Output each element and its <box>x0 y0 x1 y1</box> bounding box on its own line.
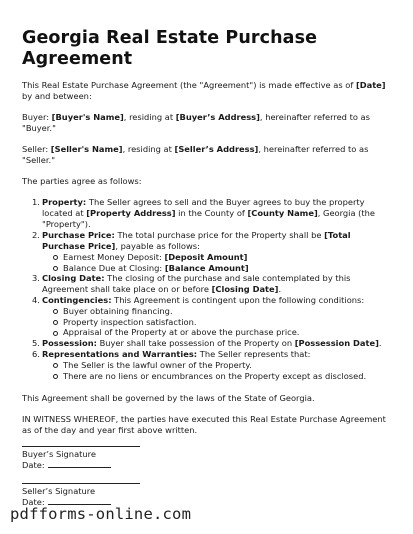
term-text: , payable as follows: <box>115 241 200 251</box>
term-text: in the County of <box>175 208 248 218</box>
sublist-item <box>42 252 391 263</box>
seller-paragraph <box>22 144 391 166</box>
sublist-item: There are no liens or encumbrances on the Property except as disclosed. <box>42 371 391 382</box>
property-address-placeholder: [Property Address] <box>86 208 176 218</box>
total-price-placeholder: [Total Purchase Price] <box>42 230 351 251</box>
term-heading: Closing Date: <box>42 273 105 284</box>
buyer-label: Buyer: <box>22 112 52 122</box>
term-text: . <box>378 337 382 348</box>
sublist-text: Balance Due at Closing: <box>63 262 165 273</box>
term-purchase-price <box>22 230 391 273</box>
seller-signature-line[interactable] <box>22 483 140 484</box>
payment-sublist <box>42 252 391 273</box>
seller-label: Seller: <box>22 144 51 154</box>
term-property <box>22 197 391 230</box>
date-label: Date: <box>22 496 45 507</box>
sublist-item <box>42 263 391 274</box>
buyer-name-placeholder: [Buyer's Name] <box>51 112 124 122</box>
buyer-signature-label: Buyer’s Signature <box>22 449 96 460</box>
deposit-amount-placeholder: [Deposit Amount] <box>164 252 248 262</box>
intro-paragraph <box>22 80 391 102</box>
representations-sublist <box>42 360 391 381</box>
county-name-placeholder: [County Name] <box>247 208 318 218</box>
term-text: , Georgia (the "Property"). <box>42 208 376 229</box>
buyer-text: , residing at <box>123 112 176 122</box>
signature-block <box>22 446 391 507</box>
term-text: Buyer shall take possession of the Property on <box>96 337 295 348</box>
witness-text: IN WITNESS WHEREOF, the parties have executed this Real Estate Purchase Agreement as of the day and year first above written. <box>22 414 386 436</box>
seller-text: , residing at <box>122 144 175 154</box>
buyer-signature-group <box>22 446 391 470</box>
term-number: 4. <box>32 295 40 306</box>
parties-agree-text: The parties agree as follows: <box>22 176 142 186</box>
document-title: Georgia Real Estate Purchase Agreement <box>22 28 318 69</box>
term-heading: Possession: <box>42 337 97 348</box>
term-text: The Seller represents that: <box>197 348 311 359</box>
seller-date-line[interactable] <box>48 497 111 505</box>
site-watermark: pdfforms-online.com <box>10 505 192 523</box>
term-heading: Representations and Warranties: <box>42 348 198 359</box>
term-number: 1. <box>32 197 40 207</box>
seller-name-placeholder: [Seller's Name] <box>50 144 123 154</box>
contingency-sublist <box>42 306 391 338</box>
term-number: 5. <box>32 337 40 348</box>
term-text: The total purchase price for the Property shall be <box>114 230 325 240</box>
terms-list <box>22 197 391 381</box>
intro-text: This Real Estate Purchase Agreement (the "Agreement") is made effective as of <box>22 80 356 90</box>
sublist-item: Buyer obtaining financing. <box>42 306 391 317</box>
term-heading: Property: <box>42 197 87 207</box>
buyer-signature-line[interactable] <box>22 446 140 447</box>
possession-date-placeholder: [Possession Date] <box>294 337 379 348</box>
buyer-address-placeholder: [Buyer’s Address] <box>175 112 260 122</box>
seller-text-end: , hereinafter referred to as "Seller." <box>22 144 369 165</box>
sublist-item: Property inspection satisfaction. <box>42 317 391 328</box>
intro-text-end: by and between: <box>22 91 92 101</box>
term-heading: Purchase Price: <box>42 230 115 240</box>
term-heading: Contingencies: <box>42 295 112 306</box>
term-text: This Agreement is contingent upon the following conditions: <box>111 295 365 306</box>
term-number: 3. <box>32 273 40 284</box>
buyer-paragraph <box>22 112 391 134</box>
term-representations <box>22 349 391 381</box>
seller-signature-label: Seller’s Signature <box>22 486 96 497</box>
term-text: The closing of the purchase and sale contemplated by this Agreement shall take place on or before <box>42 273 351 295</box>
term-text: The Seller agrees to sell and the Buyer agrees to buy the property located at <box>42 197 365 218</box>
sublist-text: Earnest Money Deposit: <box>63 252 165 262</box>
term-text: . <box>278 284 282 295</box>
seller-address-placeholder: [Seller’s Address] <box>174 144 259 154</box>
balance-amount-placeholder: [Balance Amount] <box>164 262 249 273</box>
governing-law-text: This Agreement shall be governed by the laws of the State of Georgia. <box>22 393 315 404</box>
term-number: 6. <box>32 348 40 359</box>
sublist-item: The Seller is the lawful owner of the Property. <box>42 360 391 371</box>
term-number: 2. <box>32 230 40 240</box>
closing-date-placeholder: [Closing Date] <box>211 284 279 295</box>
effective-date-placeholder: [Date] <box>355 80 386 90</box>
sublist-item: Appraisal of the Property at or above the purchase price. <box>42 327 391 338</box>
term-closing-date <box>22 273 391 295</box>
buyer-date-line[interactable] <box>48 460 111 468</box>
seller-signature-group <box>22 483 391 507</box>
buyer-text-end: , hereinafter referred to as "Buyer." <box>22 112 370 133</box>
term-possession <box>22 338 391 349</box>
date-label: Date: <box>22 459 45 470</box>
term-contingencies <box>22 295 391 338</box>
buyer-date-row <box>22 460 391 471</box>
